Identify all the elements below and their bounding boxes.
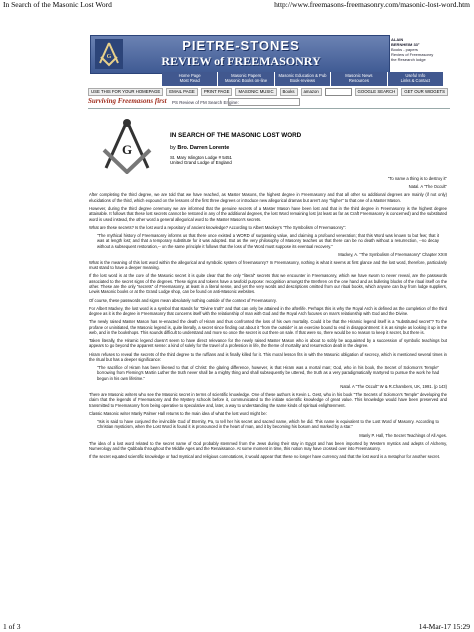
masonic-music-button[interactable]: MASONIC MUSIC: [235, 88, 276, 96]
nav-item-label: Masonic Education & Pub: [278, 73, 327, 78]
nav-item-label: Links & Contact: [400, 78, 430, 83]
paragraph: For Albert Mackey, the lost word is a symbol that stands for "Divine truth" and that can only be attained in the afterlife. Perhaps this is why the Royal Arch is defined as the completion of the third degree as it is the degree in Freemasonry that concerns itself with the relationship of man with God and the Royal Arch focuses on man's relationship with God and the Divine.: [89, 305, 447, 316]
surviving-freemasons-logo[interactable]: Surviving Freemasons first: [88, 97, 167, 105]
nav-item-news[interactable]: [331, 72, 387, 86]
article-title: IN SEARCH OF THE MASONIC LOST WORD: [170, 132, 302, 139]
main-nav: [162, 72, 444, 86]
quote-citation: Natal. A "The Occult" W & R.Chambers, UK, 1991. (p 143): [340, 383, 447, 389]
header-divider: [88, 108, 450, 109]
square-and-compass-icon: [96, 118, 158, 174]
nav-item-info[interactable]: [388, 72, 444, 86]
email-page-button[interactable]: EMAIL PAGE: [166, 88, 198, 96]
site-title: PIETRE-STONES: [182, 38, 300, 53]
author-prefix: by: [170, 145, 176, 151]
print-header: [0, 0, 474, 10]
block-quote: "The sacrifice of Hiram has been likened to that of Christ: the glaring difference, however, is that Hiram was a mortal man; God, who in his book, the Secret of Solomon's Temple" borrowing from Fleming's Martin Luther the truth never shall be a mighty thing and shall subsequently be uttered, the truth as a very paradigmatically martyred to pursue the work he had begun in his own lifetime.": [97, 365, 439, 381]
paragraph: However, during the third degree ceremony we are informed that the genuine secrets of a Master Mason have been lost and that in the third degree in Freemasonry is the highest degree attainable. It follows that these lost secrets cannot be restored in any of the additional degrees, the lost Word remaining lost (at least as far as Craft Freemasonry is concerned) and the substituted word is used instead, the other word a general allegorical word to the Master Mason's secrets.: [89, 205, 447, 222]
site-banner[interactable]: [90, 35, 390, 74]
article-author: [170, 145, 229, 151]
author-promo-box[interactable]: [391, 37, 443, 71]
paragraph: Of course, these passwords and signs mean absolutely nothing outside of the context of Freemasonry.: [89, 297, 277, 303]
lodge-line: St. Mary Islington Lodge # 5451: [170, 155, 232, 160]
paragraph: Classic Masonic writer Manly Palmer Hall returns to the main idea of what the lost word might be:: [89, 410, 267, 416]
paragraph: What are these secrets? Is the lost word a repository of ancient knowledge? According to Albert Mackey's "The Symbolism of Freemasonry":: [89, 224, 346, 230]
author-name: Bro. Darren Lorente: [177, 145, 230, 151]
svg-text:G: G: [121, 142, 133, 157]
paragraph: Taken literally, the Hiramic legend doesn't seem to have direct relevance for the newly raised Master Mason who is about to sobly be acquainted by a succession of symbolic teachings but appears to go beyond the apparent sense: a kind of solely for the travel of a profession in life, the theme of mortality and resurrection dealt in the degree.: [89, 338, 447, 349]
nav-item-papers[interactable]: [218, 72, 274, 86]
nav-item-label: Useful Info: [405, 73, 426, 78]
homepage-button[interactable]: USE THIS FOR YOUR HOMEPAGE: [88, 88, 163, 96]
print-page-button[interactable]: PRINT PAGE: [201, 88, 233, 96]
nav-item-label: Masonic Papers: [231, 73, 262, 78]
paragraph: The newly raised Master Mason has re-enacted the death of Hiram and thus confronted the loss of his own mortality. Could it be that the Hiramic legend itself is a "substituted secret"? To the profane or uninitiated, the Masonic legend is, quite literally, a secret since finding out about it "from the outside" is an exercise bound to end in disappointment: it is as simple as looking it up in the web, and in the bookshops. This sounds difficult to understand and more so once the secret is out there on sale. If that were so, there would be no reason to keep it secret, but there is.: [89, 319, 447, 335]
block-quote: "The mythical history of Freemasonry informs us that there once existed a WORD of surpassing value, and claiming a profound veneration; that this Word was known to but few; that it was at length lost; and that a temporary substitute for it was adopted. But as the very philosophy of Masonry teaches us that there can be no death without a resurrection, --no decay without a subsequent restoration,-- on the same principle it follows that the loss of the Word must suppose its eventual recovery.": [97, 232, 439, 249]
lodge-line: United Grand Lodge of England: [170, 160, 232, 166]
nav-item-home[interactable]: [162, 72, 218, 86]
author-lodge: [170, 155, 232, 166]
site-subtitle: REVIEW of FREEMASONRY: [161, 54, 321, 68]
epigraph-source: Natal. A "The Occult": [408, 184, 447, 190]
promo-line-4: Review of Freemasonry: [391, 52, 434, 57]
nav-item-label: Resources: [348, 78, 369, 83]
paragraph: Hiram refuses to reveal the secrets of the third degree to the ruffians and is finally killed for it. This moral lesson fits in with the Masonic obligation of secrecy, which is mentioned several times in the ritual but has a deeper significance:: [89, 351, 447, 362]
promo-line-2: BERNHEIM 33°: [391, 42, 420, 47]
paragraph: What is the meaning of this lost word within the allegorical and symbolic system of freemasonry? In Freemasonry, nothing is what it seems at first glance and the lost word, therefore, particularly must stand to have a deeper meaning.: [89, 259, 447, 271]
nav-item-label: Home Page: [178, 73, 201, 78]
article-body: [89, 176, 447, 462]
books-button[interactable]: Books: [280, 88, 298, 96]
svg-text:G: G: [106, 54, 112, 60]
paragraph: The idea of a lost word related to the secret name of God probably stemmed from the Jews during their stay in Egypt and has been imported by Western mystics and adepts of Alchemy, Numerology and the Qabbala throughout the Middle Ages and the Renaissance. At some moment in time, this notion may have crossed over into Freemasonry.: [89, 440, 447, 451]
nav-item-label: Masonic News: [345, 73, 373, 78]
print-header-url: http://www.freemasons-freemasonry.com/masonic-lost-word.htm: [274, 0, 470, 9]
print-header-title: In Search of the Masonic Lost Word: [3, 0, 112, 9]
amazon-button[interactable]: amazon: [301, 88, 322, 96]
epigraph-quote: "To name a thing is to destroy it": [387, 176, 447, 181]
page-count: 1 of 3: [3, 622, 21, 631]
promo-line-1: ALAIN: [391, 37, 404, 42]
nav-item-label: Book-reviews: [289, 78, 316, 83]
site-search-label: PS Review of FM Search Engine:: [172, 100, 239, 105]
nav-item-label: Masonic Books on-line: [225, 78, 268, 83]
article-paragraphs: [89, 192, 447, 459]
promo-line-3: Books - papers: [391, 47, 418, 52]
google-search-input[interactable]: [325, 88, 352, 96]
paragraph: There are Masonic writers who see the Masonic secret in terms of scientific knowledge. One of these authors is Kevin L. Gest, who in his book "The Secrets of Solomon's Temple" developing the claim that the legends of Freemasonry and the Mystery schools before it, communicated to the initiate scientific knowledge of great value. This knowledge would have been preserved and transmitted to Freemasonry from being operative to speculative and, later, a way to understanding the same kinds of spiritual enlightenment.: [89, 392, 447, 408]
paragraph: If the lost word is at the core of the Masonic secret it is quite clear that the only "literal" secrets that we encounter in Freemasonry, which we have sworn to never reveal, are the passwords associated to the secret signs of the degrees. These signs and tokens have a twofold purpose: recognition amongst the Brethren on the one hand and as bulleting blocks of the ritual itself on the other. These are the only "secrets" of Freemasonry, at least in a literal sense, and yet the very words and descriptions omitted from our ritual books, which anyone can buy from lodge suppliers, Lewis Masonic books or at the Grand Lodge shop, can be found on anti-Masonic websites.: [89, 273, 447, 295]
get-widgets-button[interactable]: GET OUR WIDGETS: [401, 88, 448, 96]
page-toolbar: [88, 88, 448, 96]
block-quote: "Isis is said to have conjured the invincible God of Eternity, Pa, to tell her his secret and sacred name, which he did. This name is equivalent to the Lost Word of Masonry. According to Christian mysticism, when the Lost Word is found it is pronounced in the heart of man, and it by becoming his bosom and marked by a star.": [97, 419, 439, 430]
google-search-button[interactable]: GOOGLE SEARCH: [355, 88, 399, 96]
nav-item-education[interactable]: [275, 72, 331, 86]
promo-line-5: the Research lodge: [391, 57, 426, 62]
square-compass-emblem-icon: [95, 39, 123, 69]
nav-item-label: Most Read: [179, 78, 200, 83]
print-footer: [0, 622, 474, 632]
quote-citation: Mackey, A. "The Symbolism of Freemasonry" Chapter XXIII: [338, 251, 447, 257]
paragraph: After completing the third degree, we are told that we have reached, as Master Masons, the highest degree in Freemasonry and that all other so additional degrees are mainly (if not only) elucidations of the third, which expound on the lessons of the first three degrees or introduce new allegorical dramas but aren't any "higher" to that one of a Master Mason.: [89, 192, 447, 203]
site-search-input[interactable]: [228, 98, 300, 106]
paragraph: If the secret equated scientific knowledge or had mystical and religious connotations, it would appear that these no longer have currency and that the lost word is a metaphor for another secret.: [89, 454, 441, 460]
search-row: [88, 97, 448, 107]
quote-citation: Manly P. Hall, The Secret Teachings of All Ages.: [359, 432, 447, 438]
print-timestamp: 14-Mar-17 15:29: [418, 622, 470, 631]
